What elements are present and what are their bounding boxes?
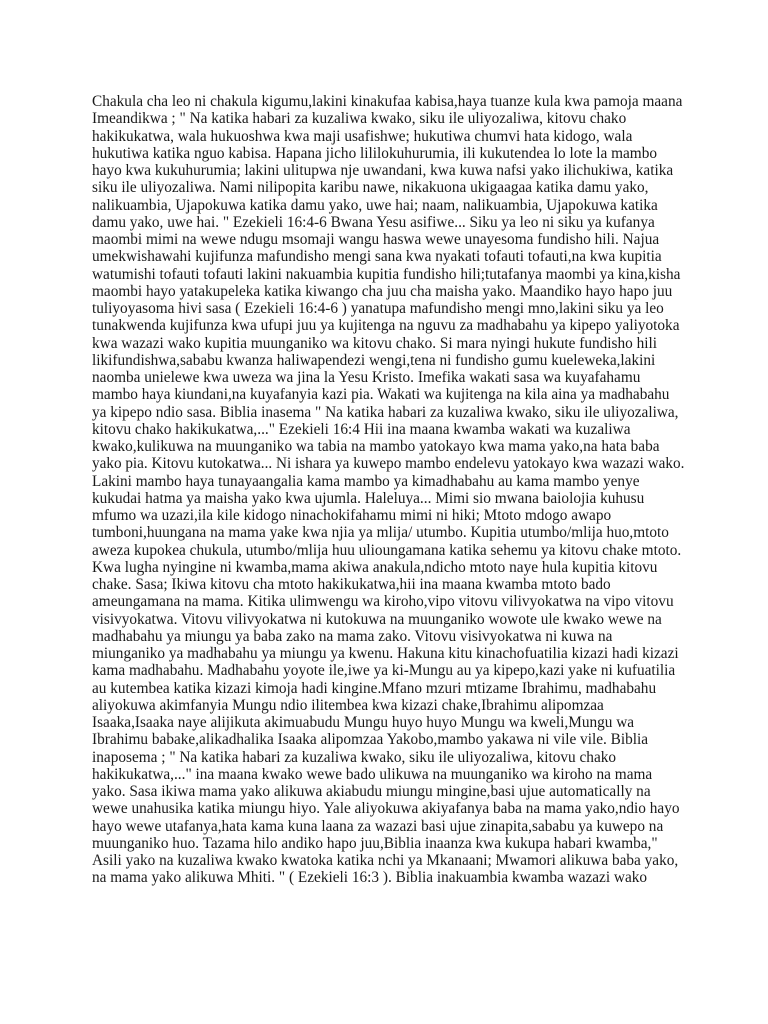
text-line: tumboni,huungana na mama yake kwa njia ya mlija/ utumbo. Kupitia utumbo/mlija huo,mtoto	[92, 524, 669, 542]
body-text	[92, 93, 684, 887]
text-line: hukutiwa katika nguo kabisa. Hapana jicho lililokuhurumia, ili kukutendea lo lote la mambo	[92, 144, 658, 162]
text-line: tunakwenda kujifunza kwa ufupi juu ya kujitenga na nguvu za madhabahu ya kipepo yaliyotoka	[92, 317, 680, 335]
text-line: ya kipepo ndio sasa. Biblia inasema " Na katika habari za kuzaliwa kwako, siku ile uliyozaliwa,	[92, 403, 679, 421]
text-line: aweza kupokea chukula, utumbo/mlija huu ulioungamana katika sehemu ya kitovu chake mtoto.	[92, 541, 682, 559]
text-line: miunganiko ya madhabahu ya miungu ya kwenu. Hakuna kitu kinachofuatilia kizazi hadi kizazi	[92, 645, 679, 662]
text-line: hakikukatwa,..." ina maana kwako wewe bado ulikuwa na muunganiko wa kiroho na mama	[92, 765, 653, 783]
text-line: umekwishawahi kujifunza mafundisho mengi sana kwa nyakati tofauti tofauti,na kwa kupitia	[92, 248, 662, 266]
text-line: tuliyoyasoma hivi sasa ( Ezekieli 16:4-6 ) yanatupa mafundisho mengi mno,lakini siku ya leo	[92, 300, 664, 317]
text-line: inaposema ; " Na katika habari za kuzaliwa kwako, siku ile uliyozaliwa, kitovu chako	[92, 748, 617, 766]
text-line: yako. Sasa ikiwa mama yako alikuwa akiabudu miungu mingine,basi ujue automatically na	[92, 783, 651, 800]
text-line: Lakini mambo haya tunayaangalia kama mambo ya kimadhabahu au kama mambo yenye	[92, 472, 640, 490]
text-line: Chakula cha leo ni chakula kigumu,lakini kinakufaa kabisa,haya tuanze kula kwa pamoja maana	[92, 93, 683, 110]
text-line: siku ile uliyozaliwa. Nami nilipopita karibu nawe, nikakuona ukigaagaa katika damu yako,	[92, 179, 649, 197]
text-line: watumishi tofauti tofauti lakini nakuambia kupitia fundisho hili;tutafanya maombi ya kina,kisha	[92, 265, 681, 283]
text-line: yako pia. Kitovu kutokatwa... Ni ishara ya kuwepo mambo endelevu yatokayo kwa wazazi wako.	[92, 455, 685, 473]
text-line: nalikuambia, Ujapokuwa katika damu yako, uwe hai; naam, nalikuambia, Ujapokuwa katika	[92, 196, 658, 214]
text-line: ameungamana na mama. Kitika ulimwengu wa kiroho,vipo vitovu vilivyokatwa na vipo vitovu	[92, 593, 674, 611]
text-line: Kwa lugha nyingine ni kwamba,mama akiwa anakula,ndicho mtoto naye hula kupitia kitovu	[92, 558, 658, 576]
text-line: chake. Sasa; Ikiwa kitovu cha mtoto hakikukatwa,hii ina maana kwamba mtoto bado	[92, 576, 611, 593]
text-line: hayo wewe utafanya,hata kama kuna laana za wazazi basi ujue zinapita,sababu ya kuwepo na	[92, 817, 664, 835]
text-line: hakikukatwa, wala hukuoshwa kwa maji usafishwe; hukutiwa chumvi hata kidogo, wala	[92, 127, 633, 145]
text-line: Asili yako na kuzaliwa kwako kwatoka katika nchi ya Mkanaani; Mwamori alikuwa baba yako,	[92, 852, 679, 869]
text-line: maombi mimi na wewe ndugu msomaji wangu haswa wewe unayesoma fundisho hili. Najua	[92, 231, 660, 248]
text-line: kama madhabahu. Madhabahu yoyote ile,iwe ya ki-Mungu au ya kipepo,kazi yake ni kufuatilia	[92, 662, 676, 680]
text-line: Ibrahimu babake,alikadhalika Isaaka alipomzaa Yakobo,mambo yakawa ni vile vile. Biblia	[92, 731, 649, 749]
text-line: mambo haya kiundani,na kuyafanyia kazi pia. Wakati wa kujitenga na kila aina ya madhabahu	[92, 386, 670, 404]
text-line: likifundishwa,sababu kwanza haliwapendezi wengi,tena ni fundisho gumu kueleweka,lakini	[92, 351, 656, 369]
text-line: madhabahu ya miungu ya baba zako na mama zako. Vitovu visivyokatwa ni kuwa na	[92, 627, 613, 645]
text-line: naomba unielewe kwa uweza wa jina la Yesu Kristo. Imefika wakati sasa wa kuyafahamu	[92, 369, 641, 386]
text-line: hayo kwa kukuhurumia; lakini ulitupwa nje uwandani, kwa kuwa nafsi yako ilichukiwa, katika	[92, 162, 674, 179]
text-line: mfumo wa uzazi,ila kile kidogo ninachokifahamu mimi ni hiki; Mtoto mdogo awapo	[92, 507, 612, 524]
text-line: visivyokatwa. Vitovu vilivyokatwa ni kutokuwa na muunganiko wowote ule kwako wewe na	[92, 610, 662, 628]
text-line: au kutembea katika kizazi kimoja hadi kingine.Mfano mzuri mtizame Ibrahimu, madhabahu	[92, 679, 657, 697]
text-line: na mama yako alikuwa Mhiti. " ( Ezekieli 16:3 ). Biblia inakuambia kwamba wazazi wako	[92, 869, 648, 887]
text-line: wewe unahusika katika miungu hiyo. Yale aliyokuwa akiyafanya baba na mama yako,ndio hayo	[92, 800, 680, 818]
text-line: kitovu chako hakikukatwa,..." Ezekieli 16:4 Hii ina maana kwamba wakati wa kuzaliwa	[92, 420, 631, 438]
text-line: damu yako, uwe hai. " Ezekieli 16:4-6 Bwana Yesu asifiwe... Siku ya leo ni siku ya kufanya	[92, 213, 655, 231]
text-line: kwa wazazi wako kupitia muunganiko wa kitovu chako. Si mara nyingi hukute fundisho hili	[92, 334, 658, 352]
text-line: maombi hayo yatakupeleka katika kiwango cha juu cha maisha yako. Maandiko hayo hapo juu	[92, 282, 673, 300]
text-line: kwako,kulikuwa na muunganiko wa tabia na mambo yatokayo kwa mama yako,na hata baba	[92, 438, 660, 455]
text-line: Isaaka,Isaaka naye alijikuta akimuabudu Mungu huyo huyo Mungu wa kweli,Mungu wa	[92, 714, 635, 731]
text-line: kukudai hatma ya maisha yako kwa ujumla. Haleluya... Mimi sio mwana baiolojia kuhusu	[92, 489, 645, 507]
text-line: aliyokuwa akimfanyia Mungu ndio ilitembea kwa kizazi chake,Ibrahimu alipomzaa	[92, 696, 604, 714]
text-line: muunganiko huo. Tazama hilo andiko hapo juu,Biblia inaanza kwa kukupa habari kwamba,"	[92, 834, 658, 852]
text-line: Imeandikwa ; " Na katika habari za kuzaliwa kwako, siku ile uliyozaliwa, kitovu chako	[92, 110, 627, 128]
